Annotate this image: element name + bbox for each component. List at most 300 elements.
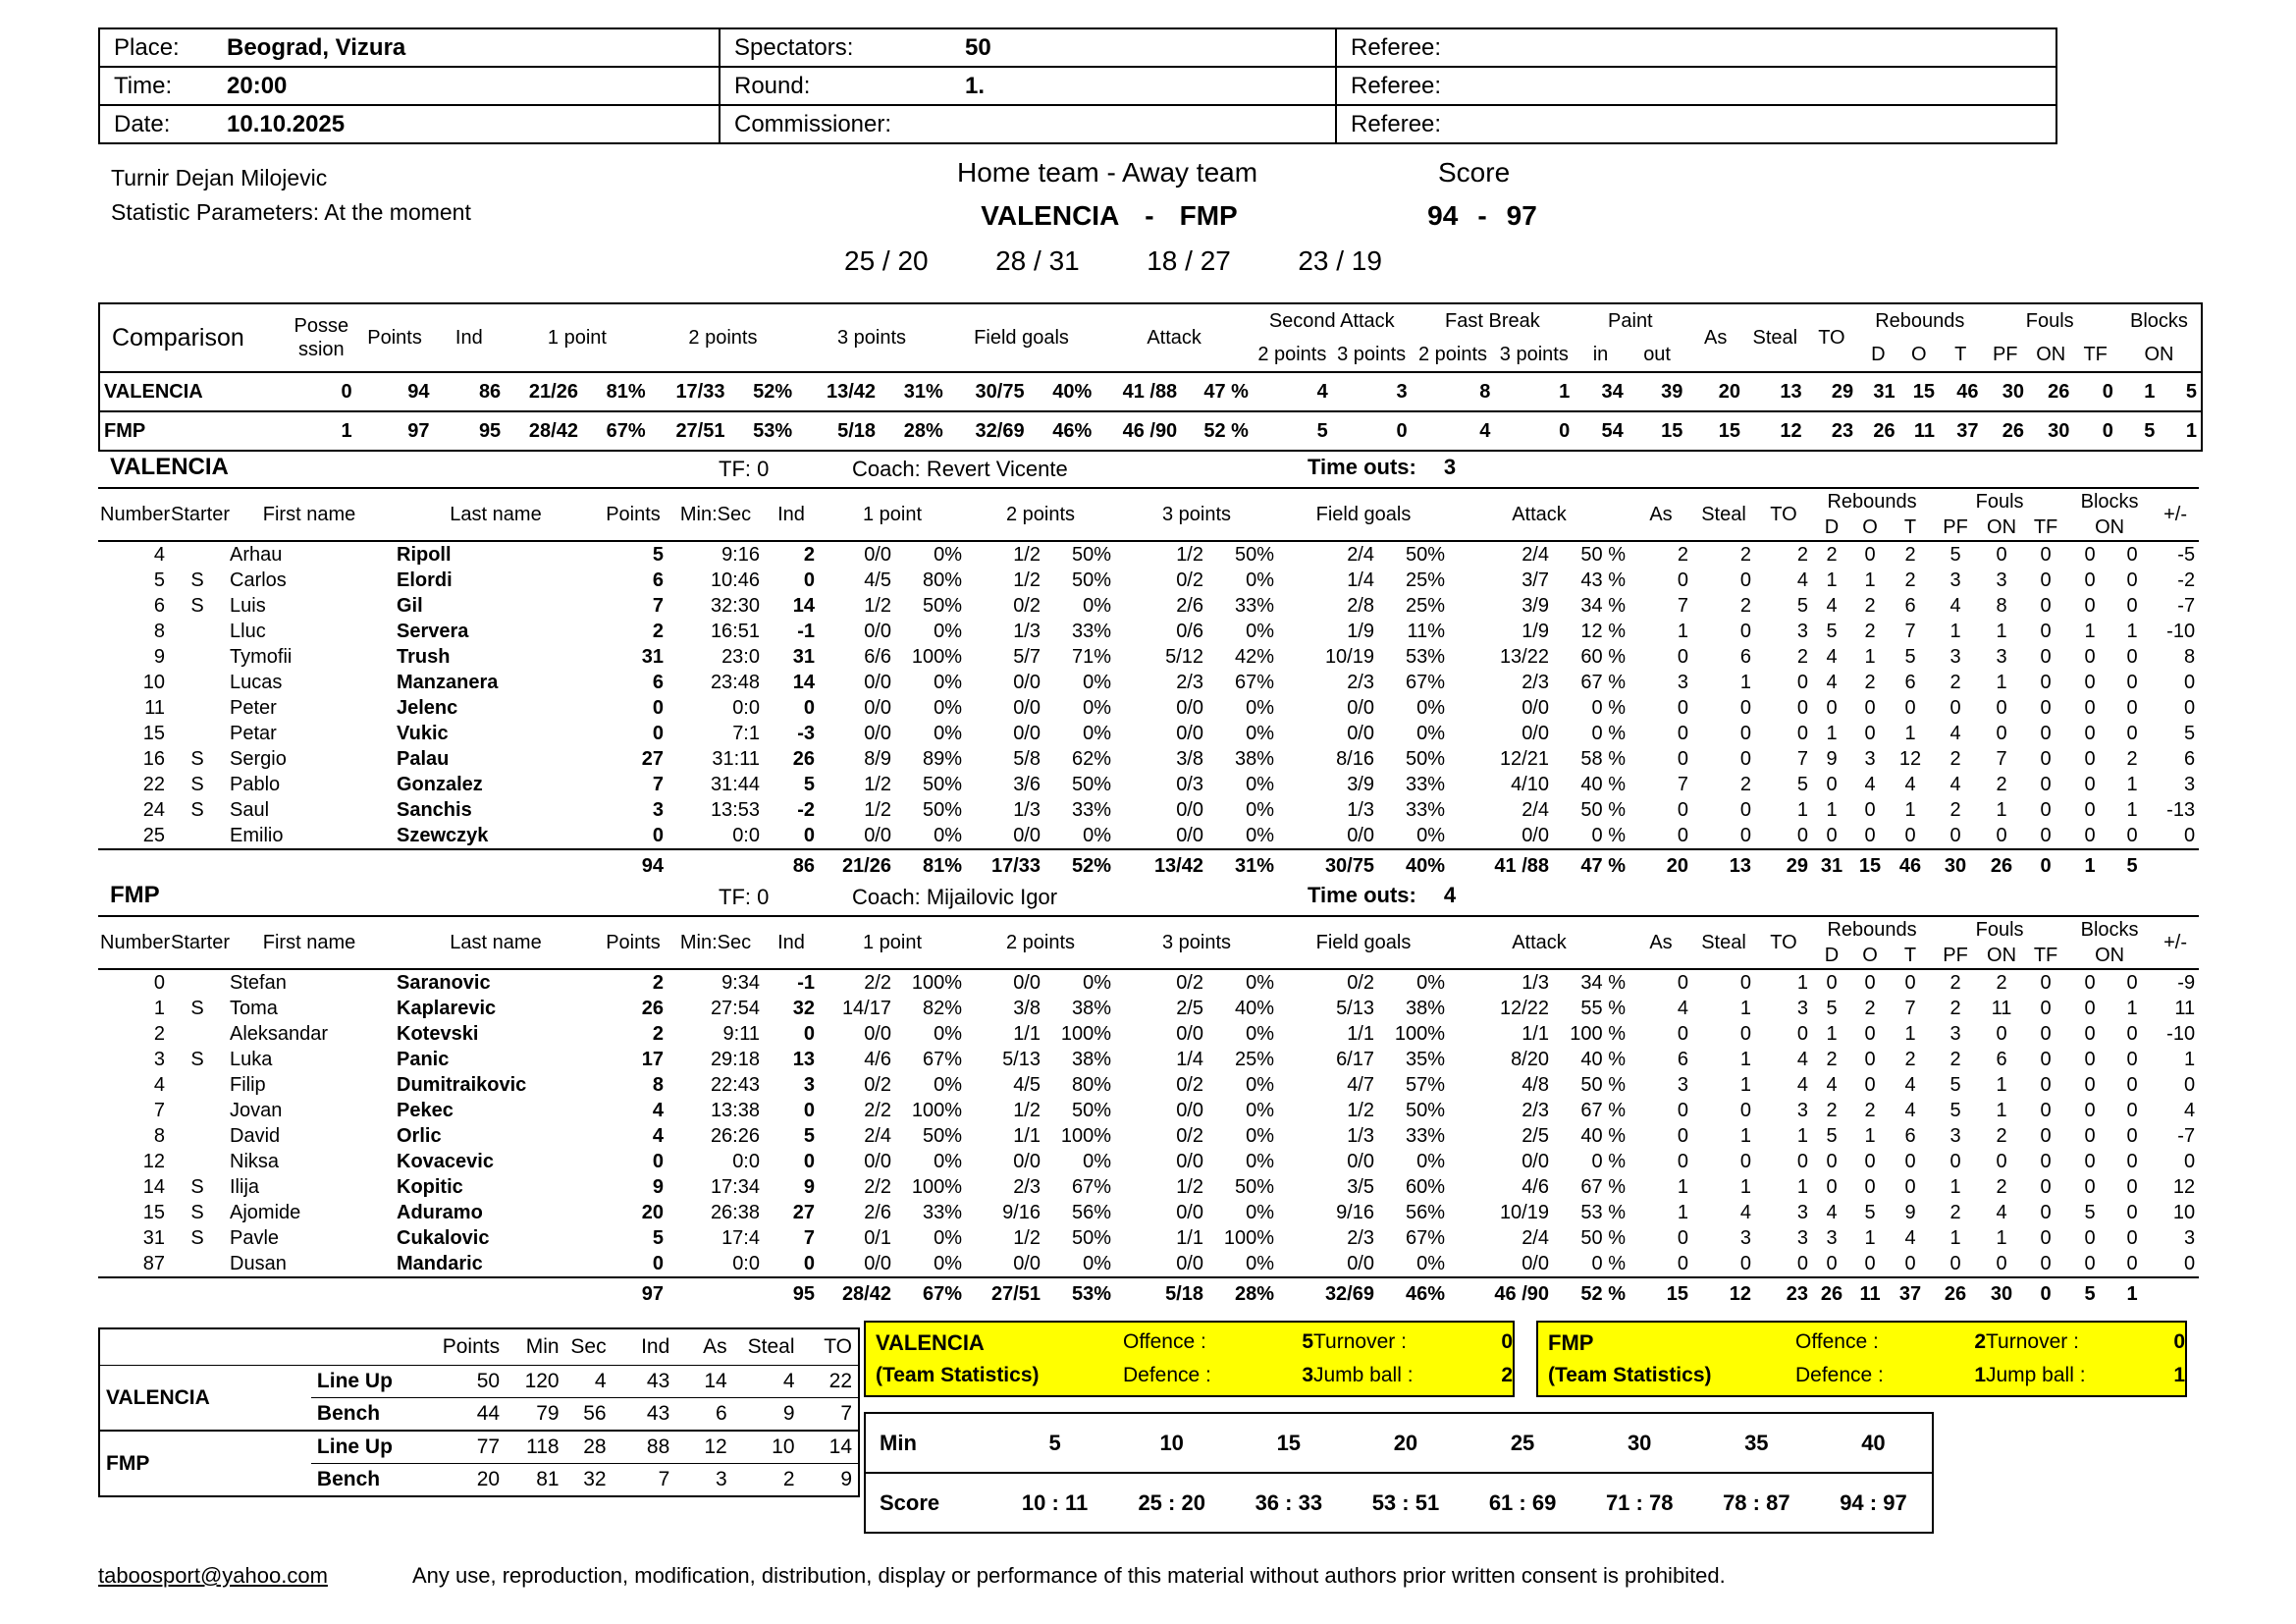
3pt-made: 0/2 [1176, 1124, 1203, 1147]
steals: 0 [1739, 620, 1752, 642]
total-turnovers: 23 [1755, 1277, 1812, 1310]
last-name: Kaplarevic [397, 997, 497, 1019]
score-at-minute: 25 : 20 [1138, 1489, 1205, 1515]
steals: 0 [1739, 1252, 1752, 1274]
turnovers: 4 [1796, 1048, 1809, 1070]
2pt-made: 2/3 [1013, 1175, 1041, 1198]
final-score [1384, 200, 1580, 232]
1pt-made: 0/0 [864, 824, 891, 846]
fouls-pf: 2 [1949, 1201, 1961, 1223]
steals: 0 [1739, 696, 1752, 719]
player-number: 16 [142, 747, 165, 770]
2pt-made: 1/2 [1013, 543, 1041, 566]
total-fouls-on: 30 [1979, 1277, 2024, 1310]
lineup-team-name: VALENCIA [100, 1366, 311, 1432]
score-at-minute: 94 : 97 [1840, 1489, 1907, 1515]
attack-pct: 100 % [1570, 1022, 1627, 1045]
2pt-pct: 100% [1060, 1124, 1111, 1147]
assists: 0 [1677, 824, 1689, 846]
col-header-field-goals: Field goals [974, 327, 1069, 349]
fg-pct: 38% [1405, 997, 1445, 1019]
attack-made: 2/3 [1522, 1099, 1549, 1121]
1pt-made: 2/4 [864, 1124, 891, 1147]
comparison-value: 26 [1873, 419, 1896, 442]
steals: 0 [1739, 971, 1752, 994]
2pt-made: 1/2 [1013, 1099, 1041, 1121]
attack-made: 10/19 [1499, 1201, 1549, 1223]
fouls-on: 0 [1996, 696, 2007, 719]
plus-minus: 0 [2183, 671, 2196, 693]
fg-pct: 50% [1405, 1099, 1445, 1121]
commissioner-cell [720, 105, 1336, 143]
lineup-value: 14 [801, 1431, 858, 1464]
2pt-pct: 38% [1071, 997, 1111, 1019]
1pt-pct: 67% [922, 1048, 962, 1070]
min-sec: 32:30 [710, 594, 760, 617]
comparison-value: 0 [1559, 419, 1571, 442]
player-number: 2 [153, 1022, 165, 1045]
plus-minus: -10 [2166, 620, 2196, 642]
sub-header-tf: TF [2033, 945, 2058, 966]
reb-o: 0 [1864, 1022, 1876, 1045]
1pt-pct: 0% [934, 543, 962, 566]
assists: 1 [1677, 1201, 1689, 1223]
player-number: 9 [153, 645, 165, 668]
starter-flag: S [190, 798, 204, 821]
total-starter-flag [169, 1277, 226, 1310]
comparison-value: 15 [1912, 380, 1935, 403]
fouls-tf: 0 [2040, 773, 2052, 795]
reb-o: 4 [1864, 773, 1876, 795]
first-name: Tymofii [230, 645, 293, 668]
reb-o: 0 [1864, 696, 1876, 719]
col-header-min-sec: Min:Sec [679, 932, 752, 953]
fouls-pf: 3 [1949, 645, 1961, 668]
first-name: Emilio [230, 824, 284, 846]
fouls-pf: 5 [1949, 1073, 1961, 1096]
col-header-3points: 3 points [1161, 504, 1232, 525]
assists: 0 [1677, 1124, 1689, 1147]
1pt-made: 2/2 [864, 1175, 891, 1198]
fg-pct: 33% [1405, 798, 1445, 821]
1pt-made: 1/2 [864, 594, 891, 617]
starter-flag [169, 619, 226, 644]
reb-o: 1 [1864, 645, 1876, 668]
fg-made: 0/0 [1347, 722, 1374, 744]
fouls-tf: 0 [2040, 1099, 2052, 1121]
attack-made: 2/4 [1522, 798, 1549, 821]
sub-header-d: D [1824, 945, 1840, 966]
blocks-on: 0 [2126, 1048, 2138, 1070]
3pt-made: 0/0 [1176, 1150, 1203, 1172]
email-link[interactable]: taboosport@yahoo.com [98, 1563, 328, 1588]
reb-o: 1 [1864, 568, 1876, 591]
total-attack-pct: 47 % [1553, 849, 1629, 882]
lineup-value: 118 [506, 1431, 565, 1464]
3pt-made: 0/0 [1176, 696, 1203, 719]
sub-header-3points: 3 points [1337, 344, 1407, 365]
steals: 0 [1739, 824, 1752, 846]
min-sec: 9:16 [721, 543, 760, 566]
lineup-summary-table [98, 1327, 860, 1497]
comparison-value: 52% [753, 380, 793, 403]
reb-d: 4 [1826, 1073, 1838, 1096]
blocks-on: 0 [2126, 568, 2138, 591]
2pt-made: 0/0 [1013, 696, 1041, 719]
total-3pt-pct: 28% [1207, 1277, 1278, 1310]
score-at-minute: 10 : 11 [1021, 1489, 1089, 1515]
3pt-pct: 0% [1246, 1022, 1274, 1045]
attack-made: 12/22 [1499, 997, 1549, 1019]
reb-o: 2 [1864, 620, 1876, 642]
2pt-made: 5/13 [1002, 1048, 1041, 1070]
plus-minus: 10 [2172, 1201, 2196, 1223]
attack-pct: 50 % [1580, 1073, 1627, 1096]
attack-made: 0/0 [1522, 696, 1549, 719]
2pt-pct: 0% [1083, 722, 1111, 744]
player-number: 5 [153, 568, 165, 591]
first-name: Pavle [230, 1226, 280, 1249]
3pt-made: 2/3 [1176, 671, 1203, 693]
attack-pct: 58 % [1580, 747, 1627, 770]
1pt-pct: 50% [922, 1124, 962, 1147]
comparison-value: 30/75 [975, 380, 1025, 403]
offence-value: 2 [1974, 1330, 1986, 1353]
total-fouls-pf: 30 [1932, 849, 1979, 882]
comparison-value: 21/26 [528, 380, 578, 403]
assists: 0 [1677, 747, 1689, 770]
team-timeouts: Time outs: 3 [1308, 455, 1457, 479]
reb-t: 2 [1904, 543, 1916, 566]
comparison-value: 53% [753, 419, 793, 442]
fouls-on: 7 [1996, 747, 2007, 770]
reb-d: 4 [1826, 645, 1838, 668]
blocks-on: 1 [2126, 997, 2138, 1019]
attack-made: 8/20 [1511, 1048, 1549, 1070]
fouls-tf: 0 [2040, 620, 2052, 642]
dash-separator: - [1477, 200, 1487, 231]
1pt-made: 0/0 [864, 1252, 891, 1274]
fouls-on: 1 [1996, 798, 2007, 821]
last-name: Jelenc [397, 696, 458, 719]
reb-t: 9 [1904, 1201, 1916, 1223]
reb-d: 2 [1826, 543, 1838, 566]
first-name: Lluc [230, 620, 266, 642]
attack-made: 3/7 [1522, 568, 1549, 591]
first-name: Jovan [230, 1099, 283, 1121]
blocks-made: 0 [2084, 773, 2096, 795]
2pt-pct: 67% [1071, 1175, 1111, 1198]
sub-header-tf: TF [2033, 516, 2058, 538]
minute-mark: 15 [1230, 1414, 1347, 1473]
blocks-made: 0 [2084, 1226, 2096, 1249]
first-name: Toma [230, 997, 278, 1019]
total-steals: 13 [1692, 849, 1755, 882]
fouls-on: 8 [1996, 594, 2007, 617]
3pt-pct: 0% [1246, 620, 1274, 642]
fouls-on: 1 [1996, 1226, 2007, 1249]
lineup-value: 81 [536, 1468, 560, 1490]
steals: 4 [1739, 1201, 1752, 1223]
2pt-pct: 50% [1071, 568, 1111, 591]
min-sec: 31:44 [710, 773, 760, 795]
sub-header-pf: PF [1943, 516, 1968, 538]
round-label: Round: [734, 72, 811, 99]
minutes-row [866, 1414, 1932, 1473]
comparison-value: 37 [1956, 419, 1979, 442]
1pt-made: 2/2 [864, 1099, 891, 1121]
fg-made: 1/2 [1347, 1099, 1374, 1121]
reb-t: 4 [1904, 1099, 1916, 1121]
points: 8 [652, 1073, 664, 1096]
reb-d: 5 [1826, 1124, 1838, 1147]
lineup-value: 9 [840, 1468, 852, 1490]
ind: 3 [803, 1073, 815, 1096]
blocks-made: 0 [2084, 594, 2096, 617]
fouls-tf: 0 [2040, 971, 2052, 994]
fouls-on: 0 [1996, 543, 2007, 566]
player-number: 4 [153, 543, 165, 566]
fouls-on: 4 [1996, 1201, 2007, 1223]
comparison-value: 1 [341, 419, 352, 442]
turnover-value: 0 [1501, 1330, 1513, 1353]
fouls-on: 0 [1996, 1150, 2007, 1172]
total-fouls-on: 26 [1979, 849, 2024, 882]
fg-made: 1/4 [1347, 568, 1374, 591]
assists: 0 [1677, 1150, 1689, 1172]
referee-cell [1336, 67, 2056, 105]
total-assists: 15 [1629, 1277, 1692, 1310]
3pt-made: 1/2 [1176, 543, 1203, 566]
3pt-pct: 100% [1223, 1226, 1274, 1249]
reb-t: 4 [1904, 1226, 1916, 1249]
col-header-as: As [1649, 932, 1673, 953]
lineup-col-ind: Ind [613, 1329, 676, 1366]
starter-flag: S [190, 1226, 204, 1249]
3pt-pct: 0% [1246, 1252, 1274, 1274]
col-header-steal: Steal [1701, 932, 1746, 953]
col-header-rebounds: Rebounds [1827, 919, 1917, 941]
total-ind: 86 [764, 849, 819, 882]
1pt-made: 1/2 [864, 798, 891, 821]
comparison-value: 5 [2185, 380, 2197, 403]
assists: 0 [1677, 971, 1689, 994]
col-header-2points: 2 points [1005, 932, 1076, 953]
info-row [99, 105, 2056, 143]
player-number: 15 [142, 722, 165, 744]
fg-pct: 25% [1405, 594, 1445, 617]
comparison-value: 12 [1780, 419, 1802, 442]
1pt-pct: 100% [911, 971, 962, 994]
3pt-made: 0/0 [1176, 1099, 1203, 1121]
ind: 0 [803, 824, 815, 846]
steals: 1 [1739, 1175, 1752, 1198]
reb-d: 1 [1826, 722, 1838, 744]
col-header-points: Points [606, 504, 661, 525]
turnover-label: Turnover : [1313, 1330, 1407, 1353]
3pt-made: 3/8 [1176, 747, 1203, 770]
fouls-pf: 1 [1949, 620, 1961, 642]
min-label: Min [866, 1414, 996, 1473]
player-number: 11 [144, 696, 165, 719]
reb-d: 0 [1826, 1252, 1838, 1274]
attack-pct: 67 % [1580, 1175, 1627, 1198]
comparison-value: 34 [1601, 380, 1624, 403]
col-header-to: TO [1818, 327, 1845, 349]
starter-flag: S [190, 1201, 204, 1223]
steals: 0 [1739, 568, 1752, 591]
comparison-value: 5 [2144, 419, 2156, 442]
ind: 27 [792, 1201, 815, 1223]
player-number: 8 [153, 1124, 165, 1147]
ind: 14 [792, 594, 815, 617]
blocks-made: 0 [2084, 1048, 2096, 1070]
place-cell [99, 28, 720, 67]
1pt-made: 2/2 [864, 971, 891, 994]
round-cell [720, 67, 1336, 105]
fouls-pf: 0 [1949, 1150, 1961, 1172]
lineup-col-to: TO [801, 1329, 858, 1366]
attack-made: 1/9 [1522, 620, 1549, 642]
comparison-value: 28% [903, 419, 943, 442]
reb-o: 0 [1864, 824, 1876, 846]
reb-t: 0 [1904, 1150, 1916, 1172]
player-row [98, 1200, 2199, 1225]
fg-pct: 57% [1405, 1073, 1445, 1096]
player-row [98, 823, 2199, 849]
plus-minus: -10 [2166, 1022, 2196, 1045]
fouls-on: 2 [1996, 1124, 2007, 1147]
attack-made: 0/0 [1522, 1252, 1549, 1274]
fg-made: 0/2 [1347, 971, 1374, 994]
lineup-value: 9 [733, 1398, 801, 1432]
sub-header-blocks-on: ON [2095, 945, 2125, 966]
last-name: Ripoll [397, 543, 452, 566]
lineup-value: 43 [613, 1398, 676, 1432]
first-name: Peter [230, 696, 277, 719]
comparison-value: 30 [2048, 419, 2070, 442]
comparison-value: 46 [1956, 380, 1979, 403]
turnovers: 0 [1796, 1022, 1809, 1045]
comparison-value: 94 [407, 380, 430, 403]
attack-pct: 50 % [1580, 543, 1627, 566]
points: 9 [652, 1175, 664, 1198]
points: 4 [652, 1099, 664, 1121]
assists: 0 [1677, 722, 1689, 744]
home-score: 94 [1427, 200, 1459, 231]
total-player-number [98, 849, 169, 882]
team-name: VALENCIA [876, 1330, 985, 1355]
attack-made: 2/3 [1522, 671, 1549, 693]
player-row [98, 695, 2199, 721]
min-sec: 0:0 [732, 696, 760, 719]
attack-made: 2/5 [1522, 1124, 1549, 1147]
2pt-made: 1/3 [1013, 798, 1041, 821]
sub-header-pf: PF [1943, 945, 1968, 966]
reb-d: 2 [1826, 1048, 1838, 1070]
total-reb-t: 37 [1889, 1277, 1932, 1310]
1pt-made: 0/0 [864, 543, 891, 566]
col-header-plus-minus: +/- [2163, 504, 2188, 525]
reb-t: 0 [1904, 824, 1916, 846]
blocks-on: 0 [2126, 543, 2138, 566]
last-name: Cukalovic [397, 1226, 490, 1249]
comparison-value: 40% [1052, 380, 1093, 403]
blocks-made: 0 [2084, 671, 2096, 693]
lineup-row-label: Line Up [311, 1431, 438, 1464]
reb-t: 0 [1904, 1175, 1916, 1198]
reb-t: 4 [1904, 773, 1916, 795]
fg-made: 2/3 [1347, 671, 1374, 693]
2pt-pct: 71% [1071, 645, 1111, 668]
sub-header-d: D [1824, 516, 1840, 538]
fouls-tf: 0 [2040, 798, 2052, 821]
place-value: Beograd, Vizura [227, 33, 406, 61]
turnovers: 0 [1796, 1252, 1809, 1274]
3pt-pct: 40% [1234, 997, 1274, 1019]
fouls-on: 2 [1996, 1175, 2007, 1198]
2pt-pct: 0% [1083, 696, 1111, 719]
score-at-minute: 78 : 87 [1723, 1489, 1790, 1515]
total-reb-t: 46 [1889, 849, 1932, 882]
reb-t: 6 [1904, 671, 1916, 693]
assists: 1 [1677, 1175, 1689, 1198]
first-name: Ajomide [230, 1201, 301, 1223]
reb-d: 9 [1826, 747, 1838, 770]
plus-minus: 5 [2183, 722, 2196, 744]
starter-flag [169, 695, 226, 721]
points: 0 [652, 1150, 664, 1172]
points: 7 [652, 594, 664, 617]
steals: 1 [1739, 1048, 1752, 1070]
starter-flag [169, 969, 226, 996]
2pt-pct: 33% [1071, 620, 1111, 642]
lineup-value: 22 [801, 1366, 858, 1398]
3pt-made: 0/0 [1176, 798, 1203, 821]
comparison-value: 97 [407, 419, 430, 442]
col-header-fast-break: Fast Break [1445, 310, 1540, 332]
assists: 0 [1677, 1022, 1689, 1045]
starter-flag: S [190, 594, 204, 617]
comparison-value: 4 [1479, 419, 1491, 442]
turnovers: 3 [1796, 997, 1809, 1019]
fg-made: 2/3 [1347, 1226, 1374, 1249]
reb-d: 1 [1826, 568, 1838, 591]
points: 7 [652, 773, 664, 795]
fg-pct: 0% [1416, 824, 1445, 846]
steals: 0 [1739, 747, 1752, 770]
2pt-pct: 0% [1083, 1150, 1111, 1172]
1pt-made: 2/6 [864, 1201, 891, 1223]
points: 26 [641, 997, 664, 1019]
scores-row [866, 1473, 1932, 1532]
attack-pct: 0 % [1591, 722, 1627, 744]
player-row [98, 996, 2199, 1021]
col-header-blocks: Blocks [2080, 919, 2139, 941]
fg-made: 0/0 [1347, 1252, 1374, 1274]
3pt-pct: 0% [1246, 722, 1274, 744]
2pt-pct: 56% [1071, 1201, 1111, 1223]
fg-pct: 100% [1394, 1022, 1445, 1045]
defence-label: Defence : [1795, 1364, 1884, 1386]
blocks-on: 0 [2126, 971, 2138, 994]
col-header-last-name: Last name [450, 504, 542, 525]
fouls-tf: 0 [2040, 1022, 2052, 1045]
team-name: FMP [1548, 1330, 1594, 1355]
1pt-pct: 0% [934, 1252, 962, 1274]
col-header-min-sec: Min:Sec [679, 504, 752, 525]
score-label: Score [880, 1489, 940, 1515]
